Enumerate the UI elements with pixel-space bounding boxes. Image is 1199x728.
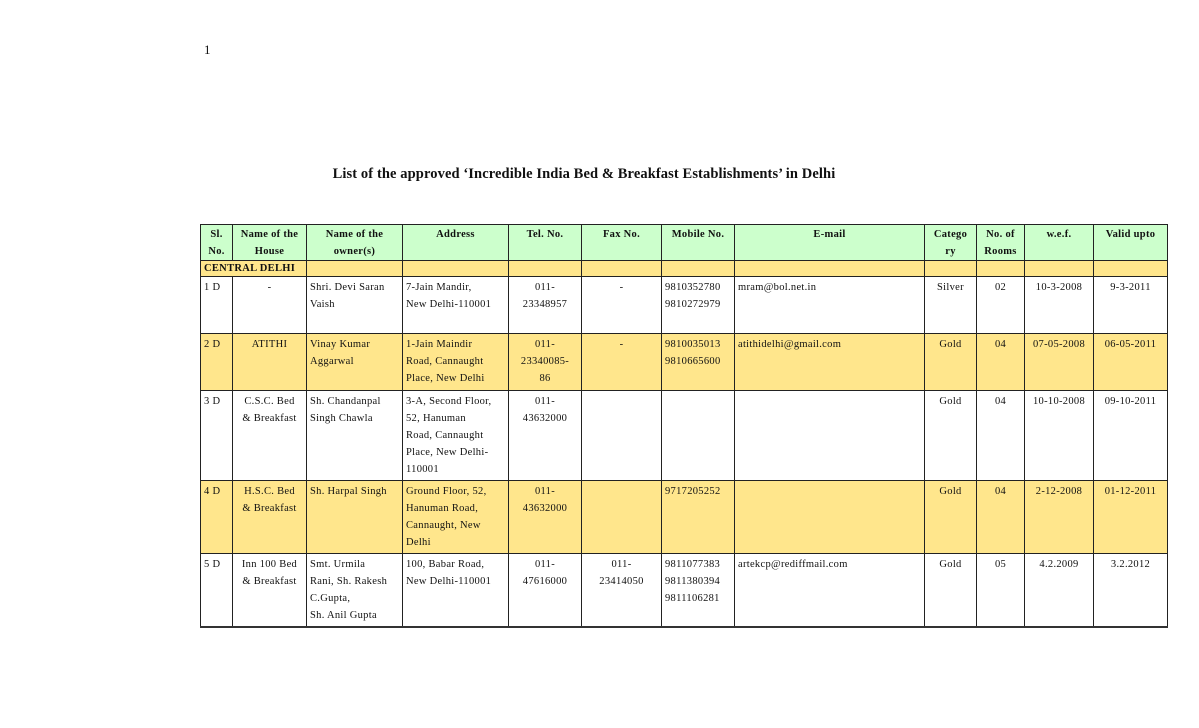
cell-mobile-no: 9810352780 9810272979 <box>662 277 735 334</box>
table-row <box>201 334 1168 391</box>
cell-valid-upto: 09-10-2011 <box>1094 391 1168 481</box>
cell-address: 1-Jain Maindir Road, Cannaught Place, New Delhi <box>403 334 509 391</box>
region-empty-cell <box>307 261 403 277</box>
cell-tel-no: 011- 47616000 <box>509 554 582 628</box>
cell-wef: 4.2.2009 <box>1025 554 1094 628</box>
cell-address: 3-A, Second Floor, 52, Hanuman Road, Cannaught Place, New Delhi- 110001 <box>403 391 509 481</box>
cell-valid-upto: 06-05-2011 <box>1094 334 1168 391</box>
cell-mobile-no: 9811077383 9811380394 9811106281 <box>662 554 735 628</box>
cell-fax-no: - <box>582 334 662 391</box>
page-number: 1 <box>204 42 211 57</box>
cell-fax-no: - <box>582 277 662 334</box>
region-empty-cell <box>509 261 582 277</box>
cell-valid-upto: 3.2.2012 <box>1094 554 1168 628</box>
table-header-row <box>201 225 1168 261</box>
cell-owner-name: Shri. Devi Saran Vaish <box>307 277 403 334</box>
cell-owner-name: Smt. Urmila Rani, Sh. Rakesh C.Gupta, Sh. Anil Gupta <box>307 554 403 628</box>
cell-wef: 07-05-2008 <box>1025 334 1094 391</box>
cell-mobile-no <box>662 391 735 481</box>
cell-sl-no: 4 D <box>201 481 233 554</box>
cell-address: 100, Babar Road, New Delhi-110001 <box>403 554 509 628</box>
region-empty-cell <box>582 261 662 277</box>
cell-house-name: - <box>233 277 307 334</box>
header-owner-name: Name of the owner(s) <box>307 225 403 261</box>
cell-mobile-no: 9810035013 9810665600 <box>662 334 735 391</box>
cell-rooms: 04 <box>977 481 1025 554</box>
cell-email <box>735 481 925 554</box>
cell-category: Gold <box>925 481 977 554</box>
header-email: E-mail <box>735 225 925 261</box>
table-row <box>201 554 1168 628</box>
header-sl-no: Sl. No. <box>201 225 233 261</box>
cell-category: Gold <box>925 554 977 628</box>
cell-wef: 2-12-2008 <box>1025 481 1094 554</box>
cell-sl-no: 1 D <box>201 277 233 334</box>
establishments-table <box>200 224 1168 628</box>
header-valid-upto: Valid upto <box>1094 225 1168 261</box>
cell-wef: 10-3-2008 <box>1025 277 1094 334</box>
cell-tel-no: 011- 23340085- 86 <box>509 334 582 391</box>
region-empty-cell <box>1094 261 1168 277</box>
header-rooms: No. of Rooms <box>977 225 1025 261</box>
region-row <box>201 261 1168 277</box>
cell-tel-no: 011- 43632000 <box>509 391 582 481</box>
cell-category: Silver <box>925 277 977 334</box>
header-tel-no: Tel. No. <box>509 225 582 261</box>
cell-house-name: Inn 100 Bed & Breakfast <box>233 554 307 628</box>
cell-address: Ground Floor, 52, Hanuman Road, Cannaught, New Delhi <box>403 481 509 554</box>
table-row <box>201 277 1168 334</box>
cell-fax-no <box>582 481 662 554</box>
region-empty-cell <box>1025 261 1094 277</box>
region-empty-cell <box>925 261 977 277</box>
cell-category: Gold <box>925 391 977 481</box>
table-row <box>201 481 1168 554</box>
cell-tel-no: 011- 43632000 <box>509 481 582 554</box>
cell-valid-upto: 01-12-2011 <box>1094 481 1168 554</box>
cell-house-name: H.S.C. Bed & Breakfast <box>233 481 307 554</box>
cell-sl-no: 5 D <box>201 554 233 628</box>
region-empty-cell <box>977 261 1025 277</box>
cell-sl-no: 3 D <box>201 391 233 481</box>
header-mobile-no: Mobile No. <box>662 225 735 261</box>
cell-rooms: 05 <box>977 554 1025 628</box>
cell-owner-name: Sh. Chandanpal Singh Chawla <box>307 391 403 481</box>
header-address: Address <box>403 225 509 261</box>
cell-house-name: ATITHI <box>233 334 307 391</box>
cell-email: mram@bol.net.in <box>735 277 925 334</box>
cell-email: atithidelhi@gmail.com <box>735 334 925 391</box>
document-title: List of the approved ‘Incredible India Bed & Breakfast Establishments’ in Delhi <box>332 166 836 182</box>
region-empty-cell <box>735 261 925 277</box>
cell-email: artekcp@rediffmail.com <box>735 554 925 628</box>
cell-email <box>735 391 925 481</box>
cell-fax-no: 011- 23414050 <box>582 554 662 628</box>
header-wef: w.e.f. <box>1025 225 1094 261</box>
header-house-name: Name of the House <box>233 225 307 261</box>
region-empty-cell <box>662 261 735 277</box>
cell-rooms: 04 <box>977 334 1025 391</box>
cell-owner-name: Sh. Harpal Singh <box>307 481 403 554</box>
cell-category: Gold <box>925 334 977 391</box>
cell-rooms: 04 <box>977 391 1025 481</box>
cell-fax-no <box>582 391 662 481</box>
header-fax-no: Fax No. <box>582 225 662 261</box>
cell-owner-name: Vinay Kumar Aggarwal <box>307 334 403 391</box>
cell-valid-upto: 9-3-2011 <box>1094 277 1168 334</box>
region-empty-cell <box>403 261 509 277</box>
header-category: Catego ry <box>925 225 977 261</box>
cell-tel-no: 011- 23348957 <box>509 277 582 334</box>
cell-wef: 10-10-2008 <box>1025 391 1094 481</box>
cell-mobile-no: 9717205252 <box>662 481 735 554</box>
region-label: CENTRAL DELHI <box>201 261 307 277</box>
cell-address: 7-Jain Mandir, New Delhi-110001 <box>403 277 509 334</box>
table-row <box>201 391 1168 481</box>
cell-house-name: C.S.C. Bed & Breakfast <box>233 391 307 481</box>
cell-rooms: 02 <box>977 277 1025 334</box>
cell-sl-no: 2 D <box>201 334 233 391</box>
